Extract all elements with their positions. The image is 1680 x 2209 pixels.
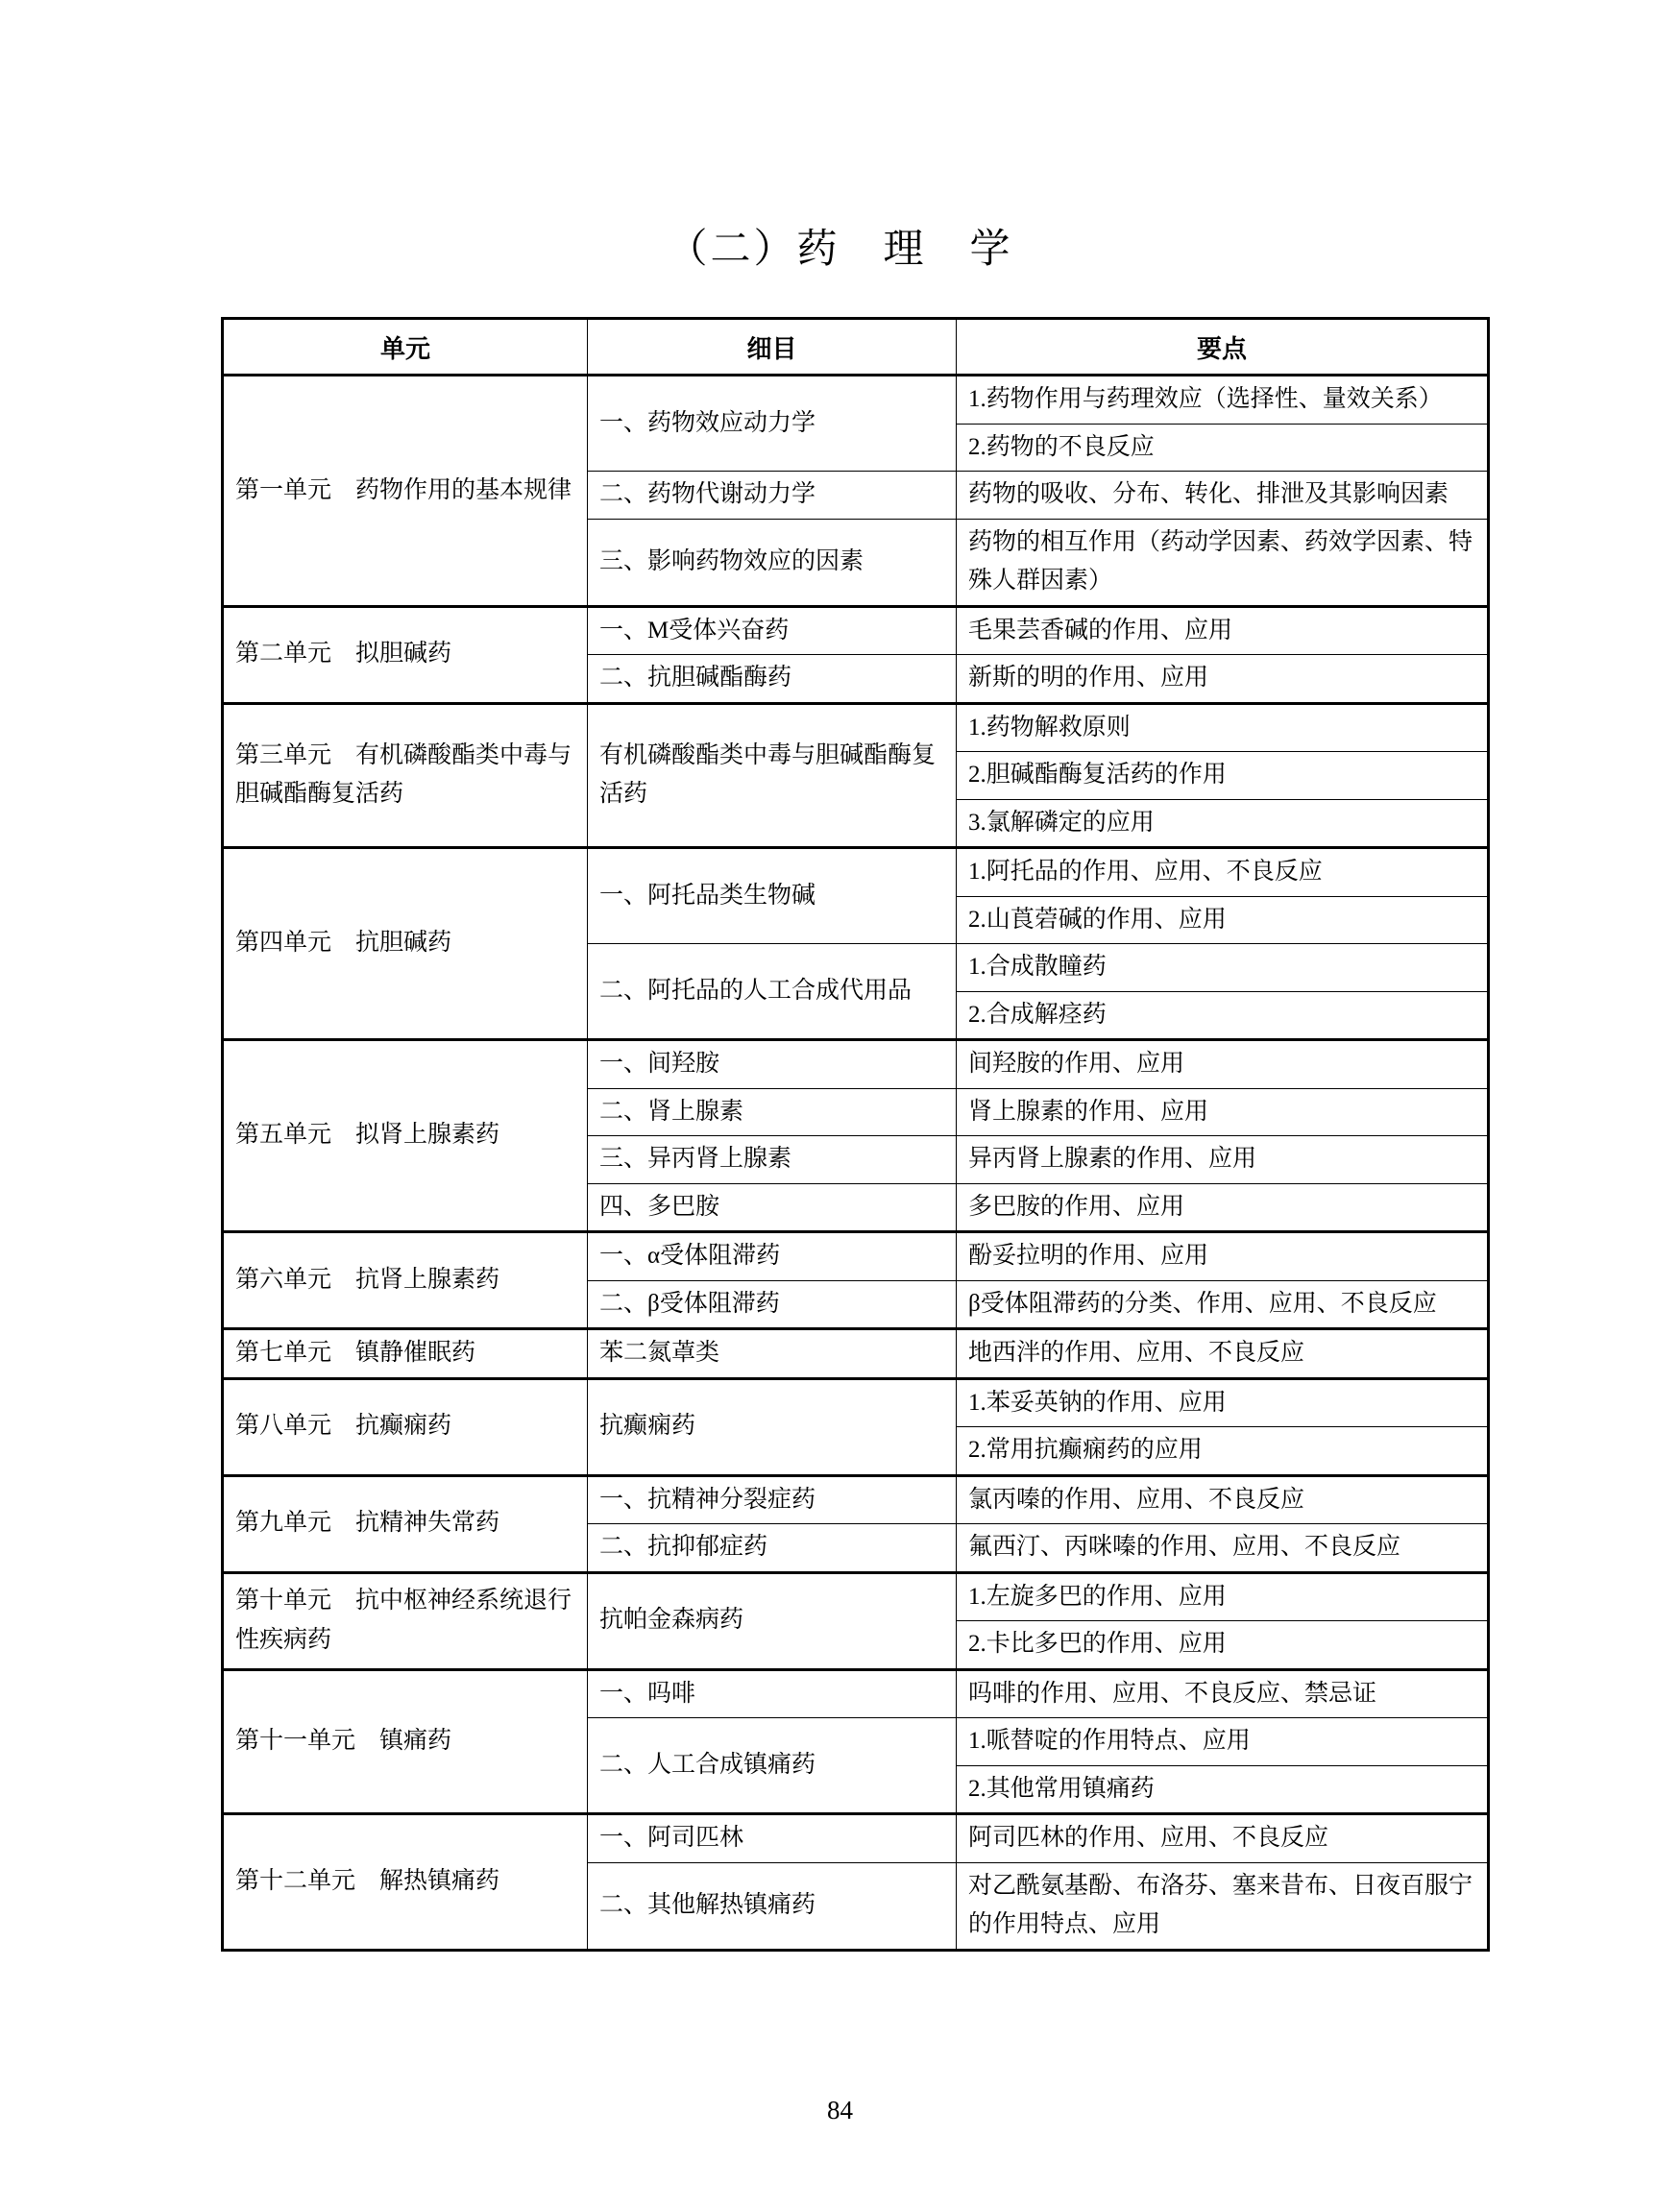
point-cell: 1.药物解救原则 [957, 703, 1489, 752]
unit-cell: 第五单元 拟肾上腺素药 [223, 1040, 588, 1232]
point-cell: 药物的吸收、分布、转化、排泄及其影响因素 [957, 472, 1489, 520]
point-cell: 氟西汀、丙咪嗪的作用、应用、不良反应 [957, 1524, 1489, 1573]
detail-cell: 二、药物代谢动力学 [588, 472, 957, 520]
point-cell: 1.左旋多巴的作用、应用 [957, 1572, 1489, 1621]
syllabus-table-container [221, 317, 1487, 1952]
point-cell: 2.常用抗癫痫药的应用 [957, 1427, 1489, 1476]
detail-cell: 抗癫痫药 [588, 1378, 957, 1475]
detail-cell: 一、阿托品类生物碱 [588, 848, 957, 944]
point-cell: 阿司匹林的作用、应用、不良反应 [957, 1814, 1489, 1863]
table-row [223, 848, 1489, 897]
unit-cell: 第八单元 抗癫痫药 [223, 1378, 588, 1475]
table-row [223, 1572, 1489, 1621]
point-cell: 2.山莨菪碱的作用、应用 [957, 896, 1489, 944]
detail-cell: 三、异丙肾上腺素 [588, 1136, 957, 1184]
point-cell: 2.胆碱酯酶复活药的作用 [957, 752, 1489, 800]
point-cell: 2.合成解痉药 [957, 991, 1489, 1040]
detail-cell: 一、M受体兴奋药 [588, 606, 957, 655]
detail-cell: 二、人工合成镇痛药 [588, 1718, 957, 1814]
unit-cell: 第三单元 有机磷酸酯类中毒与胆碱酯酶复活药 [223, 703, 588, 848]
unit-cell: 第九单元 抗精神失常药 [223, 1475, 588, 1572]
point-cell: 药物的相互作用（药动学因素、药效学因素、特殊人群因素） [957, 519, 1489, 606]
detail-cell: 一、α受体阻滞药 [588, 1232, 957, 1281]
point-cell: 2.药物的不良反应 [957, 424, 1489, 472]
detail-cell: 苯二氮䓬类 [588, 1329, 957, 1379]
point-cell: β受体阻滞药的分类、作用、应用、不良反应 [957, 1280, 1489, 1329]
point-cell: 对乙酰氨基酚、布洛芬、塞来昔布、日夜百服宁的作用特点、应用 [957, 1862, 1489, 1950]
detail-cell: 一、间羟胺 [588, 1040, 957, 1089]
header-row [223, 319, 1489, 376]
page-title: （二）药 理 学 [667, 228, 1013, 272]
column-header-unit: 单元 [223, 319, 588, 376]
point-cell: 吗啡的作用、应用、不良反应、禁忌证 [957, 1669, 1489, 1718]
unit-cell: 第十单元 抗中枢神经系统退行性疾病药 [223, 1572, 588, 1669]
unit-cell: 第六单元 抗肾上腺素药 [223, 1232, 588, 1329]
point-cell: 1.哌替啶的作用特点、应用 [957, 1718, 1489, 1766]
table-row [223, 1475, 1489, 1524]
point-cell: 3.氯解磷定的应用 [957, 799, 1489, 848]
detail-cell: 一、药物效应动力学 [588, 376, 957, 472]
point-cell: 异丙肾上腺素的作用、应用 [957, 1136, 1489, 1184]
table-row [223, 1232, 1489, 1281]
table-row [223, 703, 1489, 752]
point-cell: 1.合成散瞳药 [957, 944, 1489, 992]
table-row [223, 1814, 1489, 1863]
detail-cell: 三、影响药物效应的因素 [588, 519, 957, 606]
table-row [223, 606, 1489, 655]
point-cell: 2.其他常用镇痛药 [957, 1765, 1489, 1814]
detail-cell: 二、肾上腺素 [588, 1088, 957, 1136]
detail-cell: 二、抗抑郁症药 [588, 1524, 957, 1573]
point-cell: 1.苯妥英钠的作用、应用 [957, 1378, 1489, 1427]
table-row [223, 1378, 1489, 1427]
detail-cell: 四、多巴胺 [588, 1183, 957, 1232]
detail-cell: 一、阿司匹林 [588, 1814, 957, 1863]
detail-cell: 有机磷酸酯类中毒与胆碱酯酶复活药 [588, 703, 957, 848]
detail-cell: 二、抗胆碱酯酶药 [588, 655, 957, 704]
detail-cell: 一、抗精神分裂症药 [588, 1475, 957, 1524]
unit-cell: 第十二单元 解热镇痛药 [223, 1814, 588, 1951]
point-cell: 2.卡比多巴的作用、应用 [957, 1621, 1489, 1670]
point-cell: 间羟胺的作用、应用 [957, 1040, 1489, 1089]
unit-cell: 第七单元 镇静催眠药 [223, 1329, 588, 1379]
unit-cell: 第四单元 抗胆碱药 [223, 848, 588, 1040]
syllabus-table [221, 317, 1490, 1952]
table-row [223, 1329, 1489, 1379]
unit-cell: 第一单元 药物作用的基本规律 [223, 376, 588, 607]
point-cell: 酚妥拉明的作用、应用 [957, 1232, 1489, 1281]
detail-cell: 一、吗啡 [588, 1669, 957, 1718]
detail-cell: 二、β受体阻滞药 [588, 1280, 957, 1329]
detail-cell: 抗帕金森病药 [588, 1572, 957, 1669]
point-cell: 地西泮的作用、应用、不良反应 [957, 1329, 1489, 1379]
column-header-points: 要点 [957, 319, 1489, 376]
point-cell: 肾上腺素的作用、应用 [957, 1088, 1489, 1136]
detail-cell: 二、阿托品的人工合成代用品 [588, 944, 957, 1040]
point-cell: 氯丙嗪的作用、应用、不良反应 [957, 1475, 1489, 1524]
column-header-detail: 细目 [588, 319, 957, 376]
point-cell: 1.药物作用与药理效应（选择性、量效关系） [957, 376, 1489, 425]
table-row [223, 1669, 1489, 1718]
page-number: 84 [827, 2096, 853, 2124]
point-cell: 毛果芸香碱的作用、应用 [957, 606, 1489, 655]
point-cell: 1.阿托品的作用、应用、不良反应 [957, 848, 1489, 897]
point-cell: 多巴胺的作用、应用 [957, 1183, 1489, 1232]
detail-cell: 二、其他解热镇痛药 [588, 1862, 957, 1950]
point-cell: 新斯的明的作用、应用 [957, 655, 1489, 704]
table-row [223, 376, 1489, 425]
unit-cell: 第二单元 拟胆碱药 [223, 606, 588, 703]
table-row [223, 1040, 1489, 1089]
unit-cell: 第十一单元 镇痛药 [223, 1669, 588, 1814]
